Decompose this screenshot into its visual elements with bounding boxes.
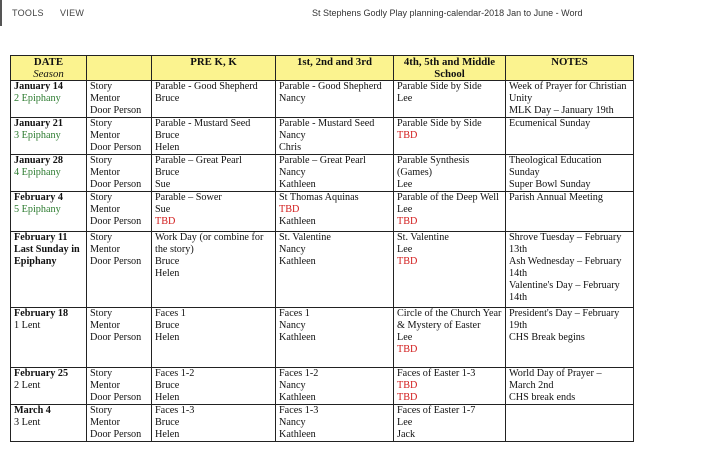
prek-cell — [152, 155, 276, 192]
cell-text: Bruce — [155, 320, 180, 331]
cell-text: Faces of Easter 1-3 — [397, 368, 476, 379]
cell-text: Parable Synthesis (Games) — [397, 155, 470, 178]
cell-text: Parable Side by Side — [397, 81, 482, 92]
role-label: Door Person — [90, 332, 142, 343]
grades123-cell — [276, 368, 394, 405]
cell-text: Parable - Mustard Seed — [155, 118, 251, 129]
cell-text: Helen — [155, 429, 180, 440]
season-label: 1 Lent — [14, 320, 41, 331]
date-header — [11, 56, 87, 81]
cell-text: Kathleen — [279, 179, 316, 190]
role-cell — [87, 118, 152, 155]
document-title: St Stephens Godly Play planning-calendar-2018 Jan to June - Word — [312, 8, 583, 18]
cell-text: World Day of Prayer – March 2nd — [509, 368, 602, 391]
role-label: Door Person — [90, 392, 142, 403]
season-label: 5 Epiphany — [14, 204, 61, 215]
cell-text: TBD — [397, 392, 418, 403]
role-label: Door Person — [90, 429, 142, 440]
date-label: January 14 — [14, 81, 63, 92]
prek-cell — [152, 118, 276, 155]
cell-text: Faces 1-3 — [279, 405, 319, 416]
cell-text: Bruce — [155, 417, 180, 428]
cell-text: TBD — [397, 216, 418, 227]
prek-cell — [152, 232, 276, 308]
cell-text: Faces 1-3 — [155, 405, 195, 416]
season-header-label: Season — [33, 68, 64, 80]
season-label: 2 Lent — [14, 380, 41, 391]
role-label: Door Person — [90, 105, 142, 116]
cell-text: Nancy — [279, 244, 306, 255]
prek-cell — [152, 368, 276, 405]
role-label: Story — [90, 368, 113, 379]
cell-text: Nancy — [279, 167, 306, 178]
cell-text: Faces 1-2 — [155, 368, 195, 379]
cell-text: CHS break ends — [509, 392, 576, 403]
cell-text: Parable of the Deep Well — [397, 192, 499, 203]
cell-text: Parable - Good Shepherd — [279, 81, 382, 92]
notes-cell — [506, 232, 634, 308]
table-body — [11, 81, 634, 442]
role-label: Story — [90, 118, 113, 129]
grades45-cell — [394, 308, 506, 368]
date-cell — [11, 232, 87, 308]
cell-text: Valentine's Day – February 14th — [509, 280, 620, 303]
cell-text: Kathleen — [279, 429, 316, 440]
cell-text: Week of Prayer for Christian Unity — [509, 81, 627, 104]
cell-text: Helen — [155, 142, 180, 153]
cell-text: Bruce — [155, 256, 180, 267]
date-cell — [11, 368, 87, 405]
cell-text: TBD — [397, 380, 418, 391]
cell-text: Bruce — [155, 93, 180, 104]
role-label: Door Person — [90, 216, 142, 227]
cell-text: TBD — [155, 216, 176, 227]
grades123-cell — [276, 81, 394, 118]
role-header — [87, 56, 152, 81]
season-label: 3 Epiphany — [14, 130, 61, 141]
cell-text: Bruce — [155, 380, 180, 391]
cell-text: TBD — [397, 256, 418, 267]
role-label: Mentor — [90, 130, 120, 141]
cell-text: Circle of the Church Year & Mystery of Easter — [397, 308, 502, 331]
grades123-cell — [276, 192, 394, 232]
cell-text: St Thomas Aquinas — [279, 192, 359, 203]
role-cell — [87, 81, 152, 118]
grades45-cell — [394, 192, 506, 232]
date-label: January 21 — [14, 118, 63, 129]
cell-text: Faces 1 — [155, 308, 186, 319]
table-row — [11, 232, 634, 308]
role-label: Mentor — [90, 380, 120, 391]
date-header-label: DATE — [33, 56, 64, 68]
cell-text: Parable – Great Pearl — [155, 155, 242, 166]
date-cell — [11, 155, 87, 192]
table-row — [11, 118, 634, 155]
table-row — [11, 192, 634, 232]
cell-text: TBD — [397, 130, 418, 141]
notes-cell — [506, 192, 634, 232]
date-cell — [11, 405, 87, 442]
date-label: February 11 Last Sunday in Epiphany — [14, 232, 80, 267]
date-cell — [11, 81, 87, 118]
view-menu[interactable]: VIEW — [60, 8, 85, 18]
grades45-cell — [394, 368, 506, 405]
cell-text: St. Valentine — [397, 232, 449, 243]
cell-text: TBD — [279, 204, 300, 215]
cell-text: Lee — [397, 417, 413, 428]
notes-cell — [506, 368, 634, 405]
cell-text: Parable – Sower — [155, 192, 222, 203]
cell-text: Kathleen — [279, 256, 316, 267]
cell-text: Nancy — [279, 93, 306, 104]
grades123-cell — [276, 155, 394, 192]
notes-cell — [506, 155, 634, 192]
role-cell — [87, 368, 152, 405]
cell-text: Lee — [397, 93, 413, 104]
tools-menu[interactable]: TOOLS — [12, 8, 44, 18]
role-cell — [87, 232, 152, 308]
cell-text: Faces of Easter 1-7 — [397, 405, 476, 416]
date-label: January 28 — [14, 155, 63, 166]
notes-cell — [506, 308, 634, 368]
date-label: February 18 — [14, 308, 69, 319]
role-label: Story — [90, 192, 113, 203]
role-label: Story — [90, 232, 113, 243]
grades123-header: 1st, 2nd and 3rd — [276, 56, 394, 81]
cell-text: Helen — [155, 268, 180, 279]
cell-text: Nancy — [279, 130, 306, 141]
prek-cell — [152, 405, 276, 442]
date-label: February 25 — [14, 368, 69, 379]
role-cell — [87, 155, 152, 192]
table-row — [11, 81, 634, 118]
table-row — [11, 368, 634, 405]
role-cell — [87, 192, 152, 232]
table-row — [11, 155, 634, 192]
cell-text: Nancy — [279, 417, 306, 428]
cell-text: Nancy — [279, 320, 306, 331]
cell-text: Helen — [155, 332, 180, 343]
role-label: Mentor — [90, 93, 120, 104]
cell-text: MLK Day – January 19th — [509, 105, 614, 116]
cell-text: Faces 1 — [279, 308, 310, 319]
cell-text: Work Day (or combine for the story) — [155, 232, 264, 255]
cell-text: Kathleen — [279, 332, 316, 343]
cell-text: Parish Annual Meeting — [509, 192, 603, 203]
cell-text: Super Bowl Sunday — [509, 179, 591, 190]
notes-header: NOTES — [506, 56, 634, 81]
notes-cell — [506, 405, 634, 442]
prek-cell — [152, 81, 276, 118]
cell-text: Parable Side by Side — [397, 118, 482, 129]
role-label: Story — [90, 155, 113, 166]
notes-cell — [506, 118, 634, 155]
cell-text: Bruce — [155, 130, 180, 141]
cell-text: Parable - Mustard Seed — [279, 118, 375, 129]
role-label: Mentor — [90, 244, 120, 255]
role-label: Story — [90, 405, 113, 416]
grades123-cell — [276, 405, 394, 442]
table-row — [11, 308, 634, 368]
cell-text: Ash Wednesday – February 14th — [509, 256, 622, 279]
grades123-cell — [276, 118, 394, 155]
role-label: Mentor — [90, 167, 120, 178]
cell-text: CHS Break begins — [509, 332, 585, 343]
grades45-cell — [394, 155, 506, 192]
header-row — [11, 56, 634, 81]
date-label: February 4 — [14, 192, 63, 203]
grades45-cell — [394, 405, 506, 442]
grades45-header: 4th, 5th and Middle School — [394, 56, 506, 81]
cell-text: Shrove Tuesday – February 13th — [509, 232, 622, 255]
role-cell — [87, 405, 152, 442]
cell-text: Parable - Good Shepherd — [155, 81, 258, 92]
document-page — [0, 26, 712, 470]
grades45-cell — [394, 232, 506, 308]
cell-text: Faces 1-2 — [279, 368, 319, 379]
notes-cell — [506, 81, 634, 118]
prek-cell — [152, 308, 276, 368]
season-label: 2 Epiphany — [14, 93, 61, 104]
date-cell — [11, 118, 87, 155]
role-label: Door Person — [90, 179, 142, 190]
role-label: Door Person — [90, 256, 142, 267]
date-cell — [11, 308, 87, 368]
cell-text: St. Valentine — [279, 232, 331, 243]
cell-text: Ecumenical Sunday — [509, 118, 591, 129]
window-edge — [0, 0, 2, 26]
grades45-cell — [394, 118, 506, 155]
role-label: Story — [90, 308, 113, 319]
grades123-cell — [276, 308, 394, 368]
prek-header: PRE K, K — [152, 56, 276, 81]
table-row — [11, 405, 634, 442]
prek-cell — [152, 192, 276, 232]
cell-text: President's Day – February 19th — [509, 308, 620, 331]
season-label: 4 Epiphany — [14, 167, 61, 178]
cell-text: Nancy — [279, 380, 306, 391]
cell-text: Kathleen — [279, 216, 316, 227]
role-cell — [87, 308, 152, 368]
cell-text: TBD — [397, 344, 418, 355]
cell-text: Helen — [155, 392, 180, 403]
role-label: Mentor — [90, 417, 120, 428]
cell-text: Lee — [397, 332, 413, 343]
cell-text: Sue — [155, 179, 171, 190]
date-cell — [11, 192, 87, 232]
cell-text: Theological Education Sunday — [509, 155, 602, 178]
word-ribbon-bar — [0, 0, 712, 26]
role-label: Mentor — [90, 204, 120, 215]
grades123-cell — [276, 232, 394, 308]
role-label: Mentor — [90, 320, 120, 331]
cell-text: Chris — [279, 142, 302, 153]
season-label: 3 Lent — [14, 417, 41, 428]
grades45-cell — [394, 81, 506, 118]
cell-text: Lee — [397, 204, 413, 215]
cell-text: Lee — [397, 179, 413, 190]
cell-text: Bruce — [155, 167, 180, 178]
cell-text: Sue — [155, 204, 171, 215]
date-label: March 4 — [14, 405, 51, 416]
role-label: Story — [90, 81, 113, 92]
cell-text: Lee — [397, 244, 413, 255]
role-label: Door Person — [90, 142, 142, 153]
cell-text: Jack — [397, 429, 416, 440]
planning-calendar-table — [10, 55, 634, 442]
cell-text: Parable – Great Pearl — [279, 155, 366, 166]
cell-text: Kathleen — [279, 392, 316, 403]
